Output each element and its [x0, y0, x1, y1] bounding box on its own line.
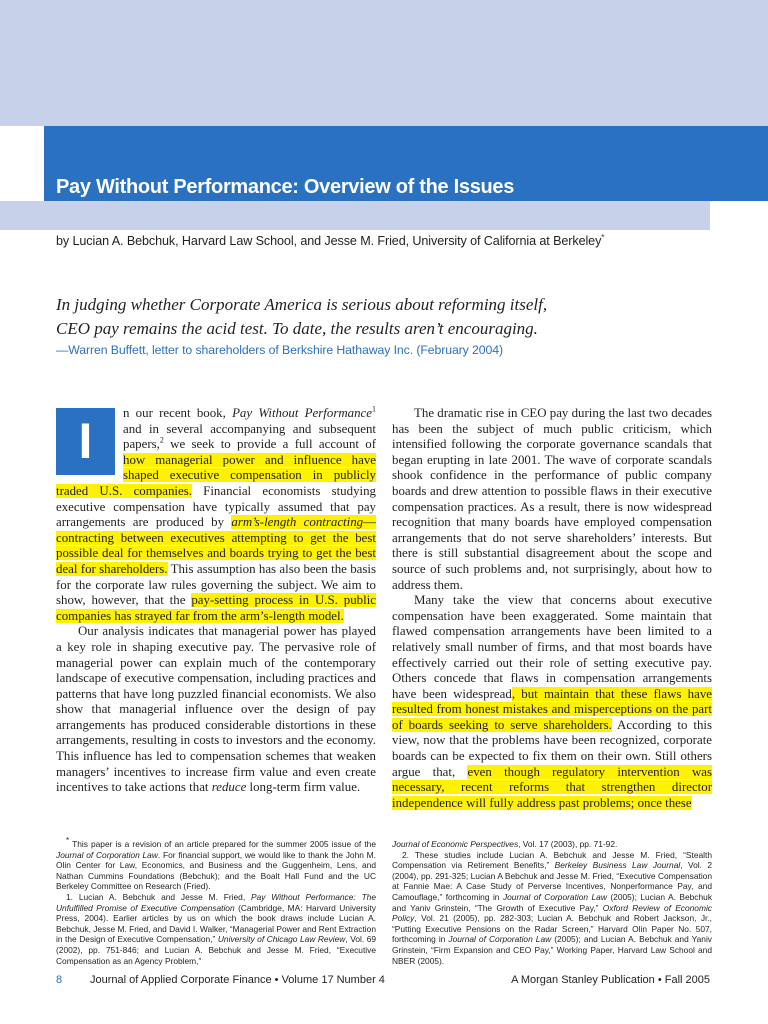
text-run: , Vol. 69 (2002), pp. 751-846; and Lucian A. Bebchuk and Jesse M. Fried, “Executive Compensation as an Agency Problem,”	[56, 934, 377, 966]
footnote-star-mark: *	[66, 836, 70, 846]
emphasis: Oxford Review of Economic Policy	[392, 902, 712, 924]
footnote-ref-2: 2	[159, 435, 164, 445]
text-run: , Vol. 21 (2005), pp. 282-303; Lucian A. Bebchuk and Robert Jackson, Jr., “Putting Executive Pensions on the Radar Screen,” Harvard Olin Paper No. 507, forthcoming in	[392, 913, 712, 945]
text-run: This assumption has also been the basis for the corporate law rules governing the subject. We aim to show, however, that the	[56, 561, 376, 608]
emphasis: Journal of Corporation Law	[448, 934, 552, 945]
text-run: According to this view, now that the problems have been recognized, corporate boards can be expected to fix them on their own. Still others argue that,	[392, 717, 713, 779]
article-title: Pay Without Performance: Overview of the Issues	[56, 176, 515, 198]
text-run: . For financial support, we would like to thank the John M. Olin Center for Law, Economics, and Business and the Guggenheim, Lens, and Nathan Cummins Foundations (Bebchuk); and the Boalt Hall Fund and the UC Berkeley Committee on Research (Fried).	[56, 849, 376, 892]
highlighted-text: pay-setting process in U.S. public companies has strayed far from the arm’s-length model.	[56, 593, 376, 623]
footnotes-right	[392, 839, 712, 966]
byline-text: by Lucian A. Bebchuk, Harvard Law School, and Jesse M. Fried, University of California at Berkeley	[56, 234, 602, 249]
header-strip	[0, 201, 710, 230]
emphasis: Pay Without Performance: The Unfulfilled Promise of Executive Compensation	[56, 891, 376, 913]
highlighted-text: how managerial power and influence have shaped executive compensation in publicly traded U.S. companies.	[56, 452, 376, 498]
right-column	[392, 406, 712, 811]
page-number: 8	[56, 974, 63, 986]
journal-info: Journal of Applied Corporate Finance • Volume 17 Number 4	[90, 974, 385, 986]
text-run: , Vol. 2 (2004), pp. 291-325; Lucian A Bebchuk and Jesse M. Fried, “Executive Compensation at Fannie Mae: A Case Study of Perverse Incentives, Nonperformance Pay, and Camouflage,” forthcoming in	[392, 860, 712, 902]
highlighted-term: arm’s-length contracting	[231, 515, 364, 530]
footnote-star	[56, 836, 376, 892]
text-run: Many take the view that concerns about executive compensation have been exaggerated. Some maintain that flawed compensation arrangements have been limited to a relatively small number of firms, and that most boards have effectively carried out their role of setting executive pay. Others concede that flaws in compensation arrangements have been widespread	[392, 593, 712, 701]
epigraph-line-2: CEO pay remains the acid test. To date, the results aren’t encouraging.	[56, 319, 538, 338]
epigraph-attribution: —Warren Buffett, letter to shareholders of Berkshire Hathaway Inc. (February 2004)	[56, 343, 503, 357]
highlighted-text: , but maintain that these flaws have resulted from honest mistakes and misperceptions on the part of boards seeking to serve shareholders.	[392, 686, 712, 732]
text-run: (2005); and Lucian A. Bebchuk and Yaniv Grinstein, “Firm Expansion and CEO Pay,” Working Paper, Harvard Law School and NBER (2005).	[392, 934, 712, 966]
right-paragraph-1: The dramatic rise in CEO pay during the last two decades has been the subject of much public criticism, which intensified following the corporate governance scandals that began erupting in late 2001. The wave of corporate scandals shook confidence in the performance of public company boards and drew attention to possible flaws in their executive compensation practices. As a result, there is now widespread recognition that many boards have employed compensation arrangements that do not serve shareholders’ interests. But there is still substantial disagreement about the scope and source of such problems and, not surprisingly, about how to address them.	[392, 406, 712, 592]
byline	[56, 233, 604, 248]
emphasis: Journal of Corporation Law	[502, 891, 607, 902]
left-column	[56, 406, 376, 796]
footnote-2	[392, 850, 712, 967]
title-bar-extension	[710, 126, 768, 201]
publisher-info: A Morgan Stanley Publication • Fall 2005	[511, 974, 710, 986]
emphasis: University of Chicago Law Review	[217, 934, 346, 945]
left-paragraph-2	[56, 624, 376, 796]
text-run: This paper is a revision of an article prepared for the summer 2005 issue of the	[69, 839, 376, 849]
emphasis: Journal of Economic Perspectives	[392, 839, 519, 849]
right-paragraph-2	[392, 593, 712, 811]
highlighted-text: even though regulatory intervention was necessary, recent reforms that strengthen director independence will fully address past problems; once these	[392, 764, 712, 810]
text-run: , Vol. 17 (2003), pp. 71-92.	[518, 839, 618, 849]
text-run: (2005); Lucian A. Bebchuk and Yaniv Grinstein, “The Growth of Executive Pay,”	[392, 891, 713, 913]
text-run: (Cambridge, MA: Harvard University Press, 2004). Earlier articles by us on which the book draws include Lucian A. Bebchuk, Jesse M. Fried, and David I. Walker, “Managerial Power and Rent Extraction in the Design of Executive Compensation,”	[56, 902, 376, 945]
highlighted-text: —contracting between executives attempting to get the best possible deal for themselves and boards trying to get the best deal for shareholders.	[56, 515, 376, 576]
text-run: we seek to provide a full account of	[163, 437, 376, 452]
text-run: Financial economists studying executive compensation have typically assumed that pay arrangements are produced by	[56, 483, 376, 530]
footnote-ref-1: 1	[371, 404, 376, 414]
epigraph	[56, 293, 676, 341]
epigraph-line-1: In judging whether Corporate America is serious about reforming itself,	[56, 295, 548, 314]
emphasis: Journal of Corporation Law	[56, 849, 158, 860]
text-run: Our analysis indicates that managerial power has played a key role in shaping executive pay. The pervasive role of managerial power can explain much of the contemporary landscape of executive compensation, including practices and patterns that have long puzzled financial economists. We also show that managerial influence over the design of pay arrangements has produced considerable distortions in these arrangements, resulting in costs to investors and the economy. This influence has led to compensation schemes that weaken managers’ incentives to increase firm value and even create incentives to take actions that	[56, 624, 376, 795]
emphasis: reduce	[211, 780, 247, 795]
drop-cap: I	[56, 408, 115, 475]
text-run: 2. These studies include Lucian A. Bebchuk and Jesse M. Fried, “Stealth Compensation via Retirement Benefits,”	[392, 849, 712, 871]
book-title: Pay Without Performance	[232, 406, 372, 420]
footnotes-left	[56, 836, 377, 966]
footnote-1-continued	[392, 839, 712, 850]
text-run: long-term firm value.	[246, 780, 361, 795]
byline-footnote-mark: *	[601, 233, 605, 242]
text-run: and in several accompanying and subsequent papers,	[123, 421, 376, 452]
text-run: 1. Lucian A. Bebchuk and Jesse M. Fried,	[66, 891, 252, 902]
text-run: n our recent book,	[123, 406, 233, 420]
header-band	[0, 0, 768, 126]
footnote-1	[56, 892, 376, 966]
emphasis: Berkeley Business Law Journal	[554, 860, 681, 871]
